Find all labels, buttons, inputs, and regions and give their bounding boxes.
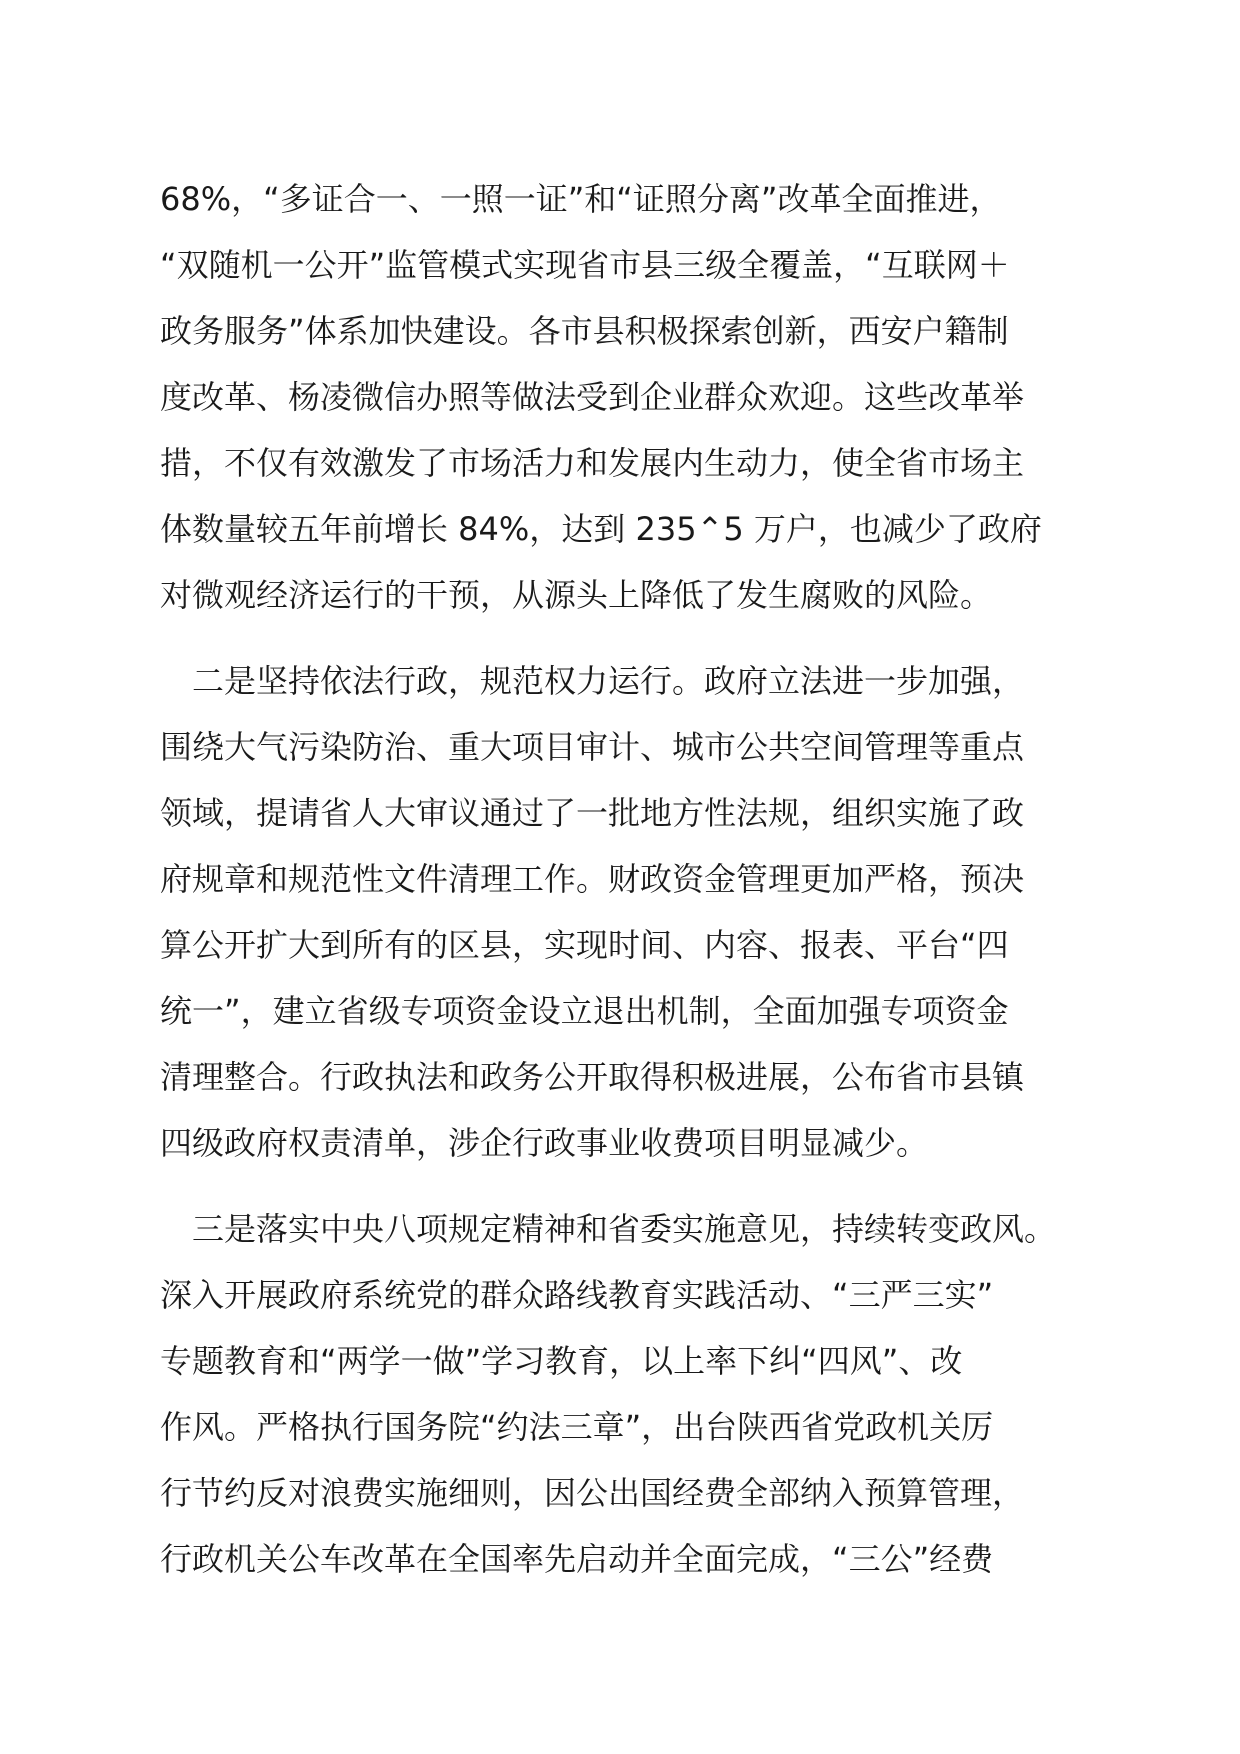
text-line: 专题教育和“两学一做”学习教育，以上率下纠“四风”、改 — [160, 1342, 963, 1380]
text-line: 对微观经济运行的干预，从源头上降低了发生腐败的风险。 — [160, 576, 993, 614]
text-line: 三是落实中央八项规定精神和省委实施意见，持续转变政风。 — [160, 1210, 1057, 1248]
text-line: 统一”，建立省级专项资金设立退出机制，全面加强专项资金 — [160, 992, 1009, 1030]
text-line: “双随机一公开”监管模式实现省市县三级全覆盖，“互联网＋ — [160, 246, 1010, 284]
text-line: 二是坚持依法行政，规范权力运行。政府立法进一步加强， — [160, 662, 1025, 700]
text-line: 作风。严格执行国务院“约法三章”，出台陕西省党政机关厉 — [160, 1408, 994, 1446]
text-line: 算公开扩大到所有的区县，实现时间、内容、报表、平台“四 — [160, 926, 1009, 964]
text-line: 68%，“多证合一、一照一证”和“证照分离”改革全面推进， — [160, 180, 1002, 218]
paragraph-2 — [160, 648, 1100, 1176]
text-line: 体数量较五年前增长 84%，达到 235⌃5 万户，也减少了政府 — [160, 510, 1042, 548]
text-line: 度改革、杨凌微信办照等做法受到企业群众欢迎。这些改革举 — [160, 378, 1025, 416]
text-line: 清理整合。行政执法和政务公开取得积极进展，公布省市县镇 — [160, 1058, 1025, 1096]
text-line: 措，不仅有效激发了市场活力和发展内生动力，使全省市场主 — [160, 444, 1025, 482]
document-page — [160, 166, 1100, 1592]
text-line: 政务服务”体系加快建设。各市县积极探索创新，西安户籍制 — [160, 312, 1009, 350]
text-line: 行节约反对浪费实施细则，因公出国经费全部纳入预算管理， — [160, 1474, 1025, 1512]
text-line: 领域，提请省人大审议通过了一批地方性法规，组织实施了政 — [160, 794, 1025, 832]
text-line: 四级政府权责清单，涉企行政事业收费项目明显减少。 — [160, 1124, 929, 1162]
text-line: 围绕大气污染防治、重大项目审计、城市公共空间管理等重点 — [160, 728, 1025, 766]
text-line: 行政机关公车改革在全国率先启动并全面完成，“三公”经费 — [160, 1540, 994, 1578]
paragraph-1 — [160, 166, 1100, 628]
paragraph-3 — [160, 1196, 1100, 1592]
text-line: 深入开展政府系统党的群众路线教育实践活动、“三严三实” — [160, 1276, 994, 1314]
text-line: 府规章和规范性文件清理工作。财政资金管理更加严格，预决 — [160, 860, 1025, 898]
